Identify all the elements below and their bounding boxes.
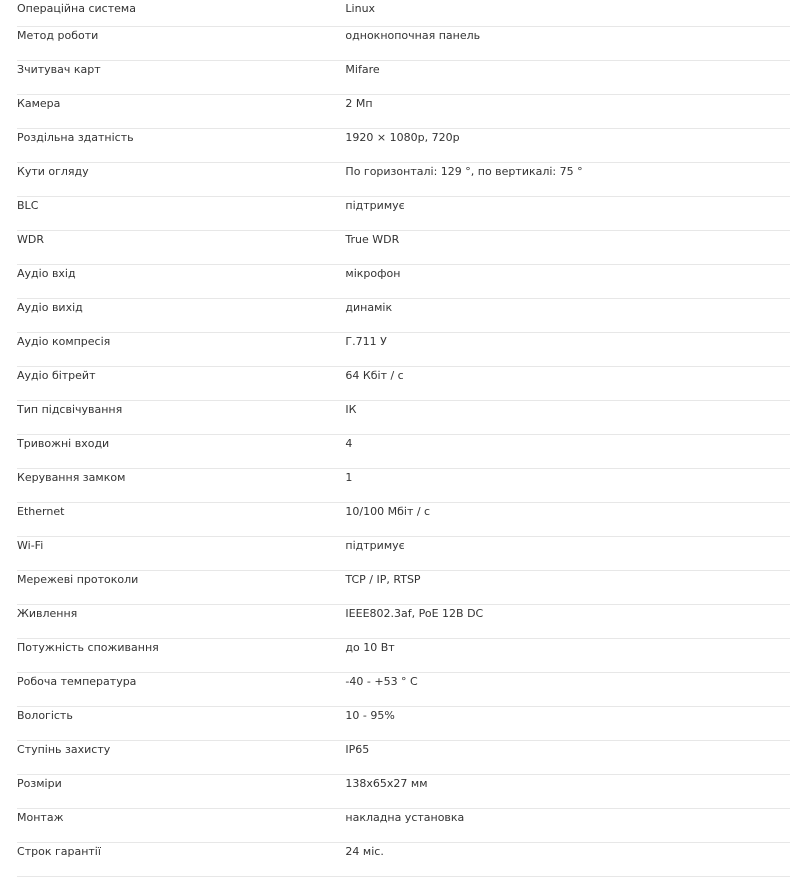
spec-label: WDR <box>17 231 345 265</box>
row-gutter <box>0 537 17 571</box>
spec-row <box>0 741 790 775</box>
spec-row <box>0 435 790 469</box>
spec-label: Роздільна здатність <box>17 129 345 163</box>
spec-row <box>0 673 790 707</box>
row-gutter <box>0 401 17 435</box>
spec-label: Wi-Fi <box>17 537 345 571</box>
row-gutter <box>0 265 17 299</box>
spec-label: Керування замком <box>17 469 345 503</box>
spec-value: Linux <box>345 0 790 27</box>
spec-value: 1920 × 1080p, 720p <box>345 129 790 163</box>
row-gutter <box>0 333 17 367</box>
spec-label: BLC <box>17 197 345 231</box>
spec-value: мікрофон <box>345 265 790 299</box>
spec-row <box>0 333 790 367</box>
row-gutter <box>0 605 17 639</box>
spec-value: підтримує <box>345 537 790 571</box>
row-gutter <box>0 503 17 537</box>
spec-row <box>0 163 790 197</box>
spec-row <box>0 469 790 503</box>
spec-label: Ethernet <box>17 503 345 537</box>
spec-row <box>0 639 790 673</box>
spec-label: Робоча температура <box>17 673 345 707</box>
spec-label: Розміри <box>17 775 345 809</box>
row-gutter <box>0 367 17 401</box>
spec-value: ІК <box>345 401 790 435</box>
spec-label: Тип підсвічування <box>17 401 345 435</box>
spec-value: накладна установка <box>345 809 790 843</box>
row-gutter <box>0 469 17 503</box>
spec-label: Живлення <box>17 605 345 639</box>
spec-value: 1 <box>345 469 790 503</box>
spec-label: Строк гарантії <box>17 843 345 877</box>
spec-row <box>0 231 790 265</box>
spec-row <box>0 503 790 537</box>
spec-row <box>0 0 790 27</box>
spec-label: Ступінь захисту <box>17 741 345 775</box>
row-gutter <box>0 61 17 95</box>
spec-label: Операційна система <box>17 0 345 27</box>
spec-label: Аудіо бітрейт <box>17 367 345 401</box>
row-gutter <box>0 571 17 605</box>
row-gutter <box>0 0 17 27</box>
spec-label: Аудіо компресія <box>17 333 345 367</box>
spec-label: Аудіо вхід <box>17 265 345 299</box>
spec-value: до 10 Вт <box>345 639 790 673</box>
spec-label: Мережеві протоколи <box>17 571 345 605</box>
spec-value: 10 - 95% <box>345 707 790 741</box>
spec-label: Кути огляду <box>17 163 345 197</box>
spec-label: Аудіо вихід <box>17 299 345 333</box>
spec-value: True WDR <box>345 231 790 265</box>
spec-label: Камера <box>17 95 345 129</box>
spec-row <box>0 299 790 333</box>
row-gutter <box>0 163 17 197</box>
spec-value: 4 <box>345 435 790 469</box>
spec-label: Вологість <box>17 707 345 741</box>
spec-value: 138х65х27 мм <box>345 775 790 809</box>
spec-row <box>0 27 790 61</box>
spec-label: Тривожні входи <box>17 435 345 469</box>
spec-row <box>0 775 790 809</box>
row-gutter <box>0 27 17 61</box>
spec-value: Г.711 У <box>345 333 790 367</box>
spec-row <box>0 571 790 605</box>
row-gutter <box>0 843 17 877</box>
spec-row <box>0 129 790 163</box>
spec-row <box>0 605 790 639</box>
spec-row <box>0 707 790 741</box>
spec-label: Зчитувач карт <box>17 61 345 95</box>
spec-row <box>0 61 790 95</box>
row-gutter <box>0 673 17 707</box>
row-gutter <box>0 741 17 775</box>
spec-label: Монтаж <box>17 809 345 843</box>
row-gutter <box>0 95 17 129</box>
spec-value: однокнопочная панель <box>345 27 790 61</box>
row-gutter <box>0 639 17 673</box>
spec-value: IP65 <box>345 741 790 775</box>
spec-label: Метод роботи <box>17 27 345 61</box>
row-gutter <box>0 435 17 469</box>
row-gutter <box>0 129 17 163</box>
spec-value: 10/100 Мбіт / с <box>345 503 790 537</box>
spec-value: 64 Кбіт / с <box>345 367 790 401</box>
spec-row <box>0 843 790 877</box>
spec-row <box>0 537 790 571</box>
spec-value: TCP / IP, RTSP <box>345 571 790 605</box>
spec-value: динамік <box>345 299 790 333</box>
row-gutter <box>0 775 17 809</box>
row-gutter <box>0 299 17 333</box>
spec-label: Потужність споживання <box>17 639 345 673</box>
spec-value: По горизонталі: 129 °, по вертикалі: 75 ° <box>345 163 790 197</box>
spec-row <box>0 265 790 299</box>
spec-value: 24 міс. <box>345 843 790 877</box>
spec-value: 2 Мп <box>345 95 790 129</box>
spec-value: Mifare <box>345 61 790 95</box>
spec-value: підтримує <box>345 197 790 231</box>
row-gutter <box>0 707 17 741</box>
row-gutter <box>0 197 17 231</box>
spec-row <box>0 367 790 401</box>
spec-row <box>0 95 790 129</box>
row-gutter <box>0 231 17 265</box>
spec-value: IEEE802.3af, PoE 12В DC <box>345 605 790 639</box>
spec-value: -40 - +53 ° С <box>345 673 790 707</box>
spec-row <box>0 401 790 435</box>
spec-row <box>0 197 790 231</box>
